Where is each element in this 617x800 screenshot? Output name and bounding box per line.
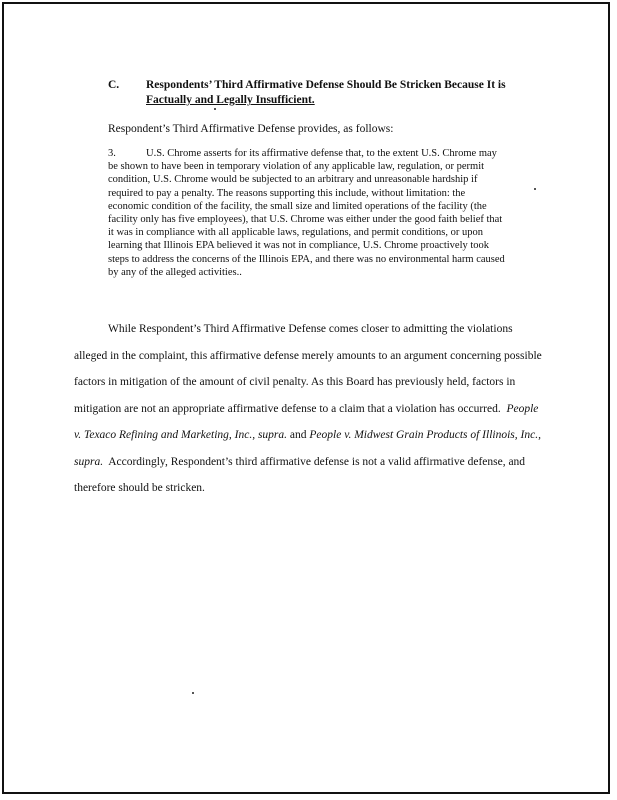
case-citation-midwest-grain: People v. Midwest Grain Products of Illinois, Inc., supra.	[74, 429, 541, 468]
scan-speck	[534, 188, 536, 190]
quote-text: U.S. Chrome asserts for its affirmative defense that, to the extent U.S. Chrome may be shown to have been in temporary violation of any applicable law, regulation, or permit condition, U.S. Chrome would be subjected to an arbitrary and unreasonable hardship if required to pay a penalty. The reasons supporting this include, without limitation: the economic condition of the facility, the small size and limited operations of the facility (the facility only has five employees), that U.S. Chrome was either under the good faith belief that it was in compliance with all applicable laws, regulations, and permit conditions, or upon learning that Illinois EPA believed it was not in compliance, U.S. Chrome proactively took steps to address the concerns of the Illinois EPA, and there was no environmental harm caused by any of the alleged activities..	[108, 148, 505, 278]
document-page	[2, 2, 610, 794]
body-conjunction: and	[289, 429, 307, 441]
case-citation-texaco: People v. Texaco Refining and Marketing, Inc., supra.	[74, 402, 539, 441]
body-text-1: While Respondent’s Third Affirmative Defense comes closer to admitting the violations alleged in the complaint, this affirmative defense merely amounts to an argument concerning possible factors in mitigation of the amount of civil penalty. As this Board has previously held, factors in mitigation are not an appropriate affirmative defense to a claim that a violation has occurred.	[74, 323, 542, 415]
body-text-2: Accordingly, Respondent’s third affirmative defense is not a valid affirmative defense, and therefore should be stricken.	[74, 455, 526, 494]
scan-speck	[214, 108, 216, 110]
body-paragraph	[74, 316, 544, 502]
intro-paragraph: Respondent’s Third Affirmative Defense provides, as follows:	[108, 123, 394, 135]
quote-number: 3.	[108, 148, 116, 159]
section-letter: C.	[108, 79, 120, 91]
scan-speck	[192, 692, 194, 694]
section-title	[146, 78, 536, 108]
section-title-line-2: Factually and Legally Insufficient.	[146, 94, 315, 106]
section-title-line-1: Respondents’ Third Affirmative Defense Should Be Stricken Because It is	[146, 79, 506, 91]
block-quote	[108, 147, 508, 279]
